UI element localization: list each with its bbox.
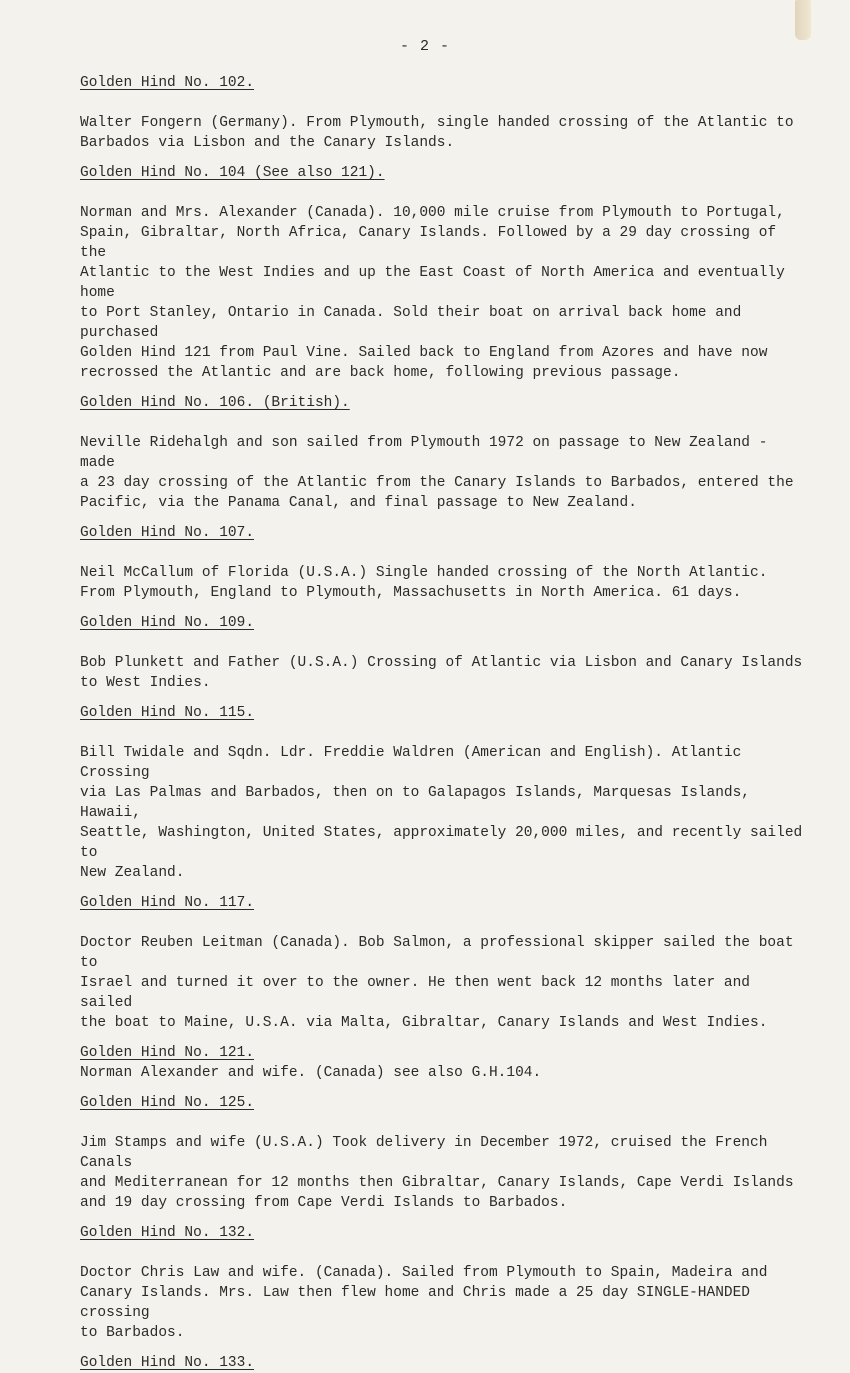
entry	[80, 1223, 810, 1353]
entry-heading-text: Golden Hind No. 132.	[80, 1225, 255, 1241]
entry-heading	[80, 1353, 810, 1373]
entry-heading	[80, 1093, 810, 1113]
entry	[80, 613, 810, 703]
entry-body: Jim Stamps and wife (U.S.A.) Took delivery in December 1972, cruised the French Canals and Mediterranean for 12 months then Gibraltar, Canary Islands, Cape Verdi Islands and 19 day crossing from Cape Verdi Islands to Barbados.	[80, 1135, 794, 1211]
entry-heading	[80, 163, 810, 183]
entry-heading	[80, 1223, 810, 1243]
entry-body: Neil McCallum of Florida (U.S.A.) Single handed crossing of the North Atlantic. From Plymouth, England to Plymouth, Massachusetts in North America. 61 days.	[80, 565, 768, 601]
entry-body: Doctor Chris Law and wife. (Canada). Sailed from Plymouth to Spain, Madeira and Canary Islands. Mrs. Law then flew home and Chris made a 25 day SINGLE-HANDED crossing to Barbados.	[80, 1265, 768, 1341]
spacer	[80, 413, 810, 433]
spacer	[80, 183, 810, 203]
spacer	[80, 383, 810, 393]
entry	[80, 1043, 810, 1093]
entry-heading-text: Golden Hind No. 109.	[80, 615, 255, 631]
spacer	[80, 153, 810, 163]
entry-heading	[80, 73, 810, 93]
entry-heading-text: Golden Hind No. 102.	[80, 75, 255, 91]
entry-heading-text: Golden Hind No. 106. (British).	[80, 395, 350, 411]
entry	[80, 523, 810, 613]
entry	[80, 893, 810, 1043]
entry-heading	[80, 893, 810, 913]
spacer	[80, 543, 810, 563]
entry-heading	[80, 1043, 810, 1063]
entry	[80, 703, 810, 893]
spacer	[80, 1343, 810, 1353]
entry-body: Neville Ridehalgh and son sailed from Plymouth 1972 on passage to New Zealand - made a 23 day crossing of the Atlantic from the Canary Islands to Barbados, entered the Pacific, via the Panama Canal, and final passage to New Zealand.	[80, 435, 794, 511]
entry-heading-text: Golden Hind No. 104 (See also 121).	[80, 165, 385, 181]
entry	[80, 163, 810, 393]
spacer	[80, 1243, 810, 1263]
entry-heading-text: Golden Hind No. 121.	[80, 1045, 255, 1061]
entry-heading	[80, 703, 810, 723]
entry-heading-text: Golden Hind No. 117.	[80, 895, 255, 911]
entry	[80, 73, 810, 163]
paper-tab	[795, 0, 811, 40]
entry	[80, 1353, 810, 1373]
spacer	[80, 1213, 810, 1223]
spacer	[80, 723, 810, 743]
spacer	[80, 603, 810, 613]
entry-body: Bob Plunkett and Father (U.S.A.) Crossing of Atlantic via Lisbon and Canary Islands to West Indies.	[80, 655, 803, 691]
entry-heading	[80, 613, 810, 633]
entry-heading	[80, 393, 810, 413]
entry-list	[80, 73, 810, 1373]
entry-heading-text: Golden Hind No. 115.	[80, 705, 255, 721]
entry-heading-text: Golden Hind No. 133.	[80, 1355, 255, 1371]
spacer	[80, 1033, 810, 1043]
spacer	[80, 913, 810, 933]
spacer	[80, 513, 810, 523]
spacer	[80, 93, 810, 113]
entry-body: Doctor Reuben Leitman (Canada). Bob Salmon, a professional skipper sailed the boat to Israel and turned it over to the owner. He then went back 12 months later and sailed the boat to Maine, U.S.A. via Malta, Gibraltar, Canary Islands and West Indies.	[80, 935, 794, 1031]
entry	[80, 1093, 810, 1223]
entry-body: Walter Fongern (Germany). From Plymouth, single handed crossing of the Atlantic to Barbados via Lisbon and the Canary Islands.	[80, 115, 794, 151]
entry-body: Norman Alexander and wife. (Canada) see also G.H.104.	[80, 1065, 542, 1081]
spacer	[80, 693, 810, 703]
spacer	[80, 883, 810, 893]
spacer	[80, 1083, 810, 1093]
entry-body: Bill Twidale and Sqdn. Ldr. Freddie Waldren (American and English). Atlantic Crossing via Las Palmas and Barbados, then on to Galapagos Islands, Marquesas Islands, Hawaii, Seattle, Washington, United States, approximately 20,000 miles, and recently sailed to New Zealand.	[80, 745, 803, 881]
entry-heading-text: Golden Hind No. 107.	[80, 525, 255, 541]
spacer	[80, 633, 810, 653]
entry-body: Norman and Mrs. Alexander (Canada). 10,000 mile cruise from Plymouth to Portugal, Spain, Gibraltar, North Africa, Canary Islands. Followed by a 29 day crossing of the Atlantic to the West Indies and up the East Coast of North America and eventually home to Port Stanley, Ontario in Canada. Sold their boat on arrival back home and purchased Golden Hind 121 from Paul Vine. Sailed back to England from Azores and have now recrossed the Atlantic and are back home, following previous passage.	[80, 205, 785, 381]
spacer	[80, 1113, 810, 1133]
entry	[80, 393, 810, 523]
entry-heading	[80, 523, 810, 543]
entry-heading-text: Golden Hind No. 125.	[80, 1095, 255, 1111]
page-number: - 2 -	[399, 38, 450, 55]
